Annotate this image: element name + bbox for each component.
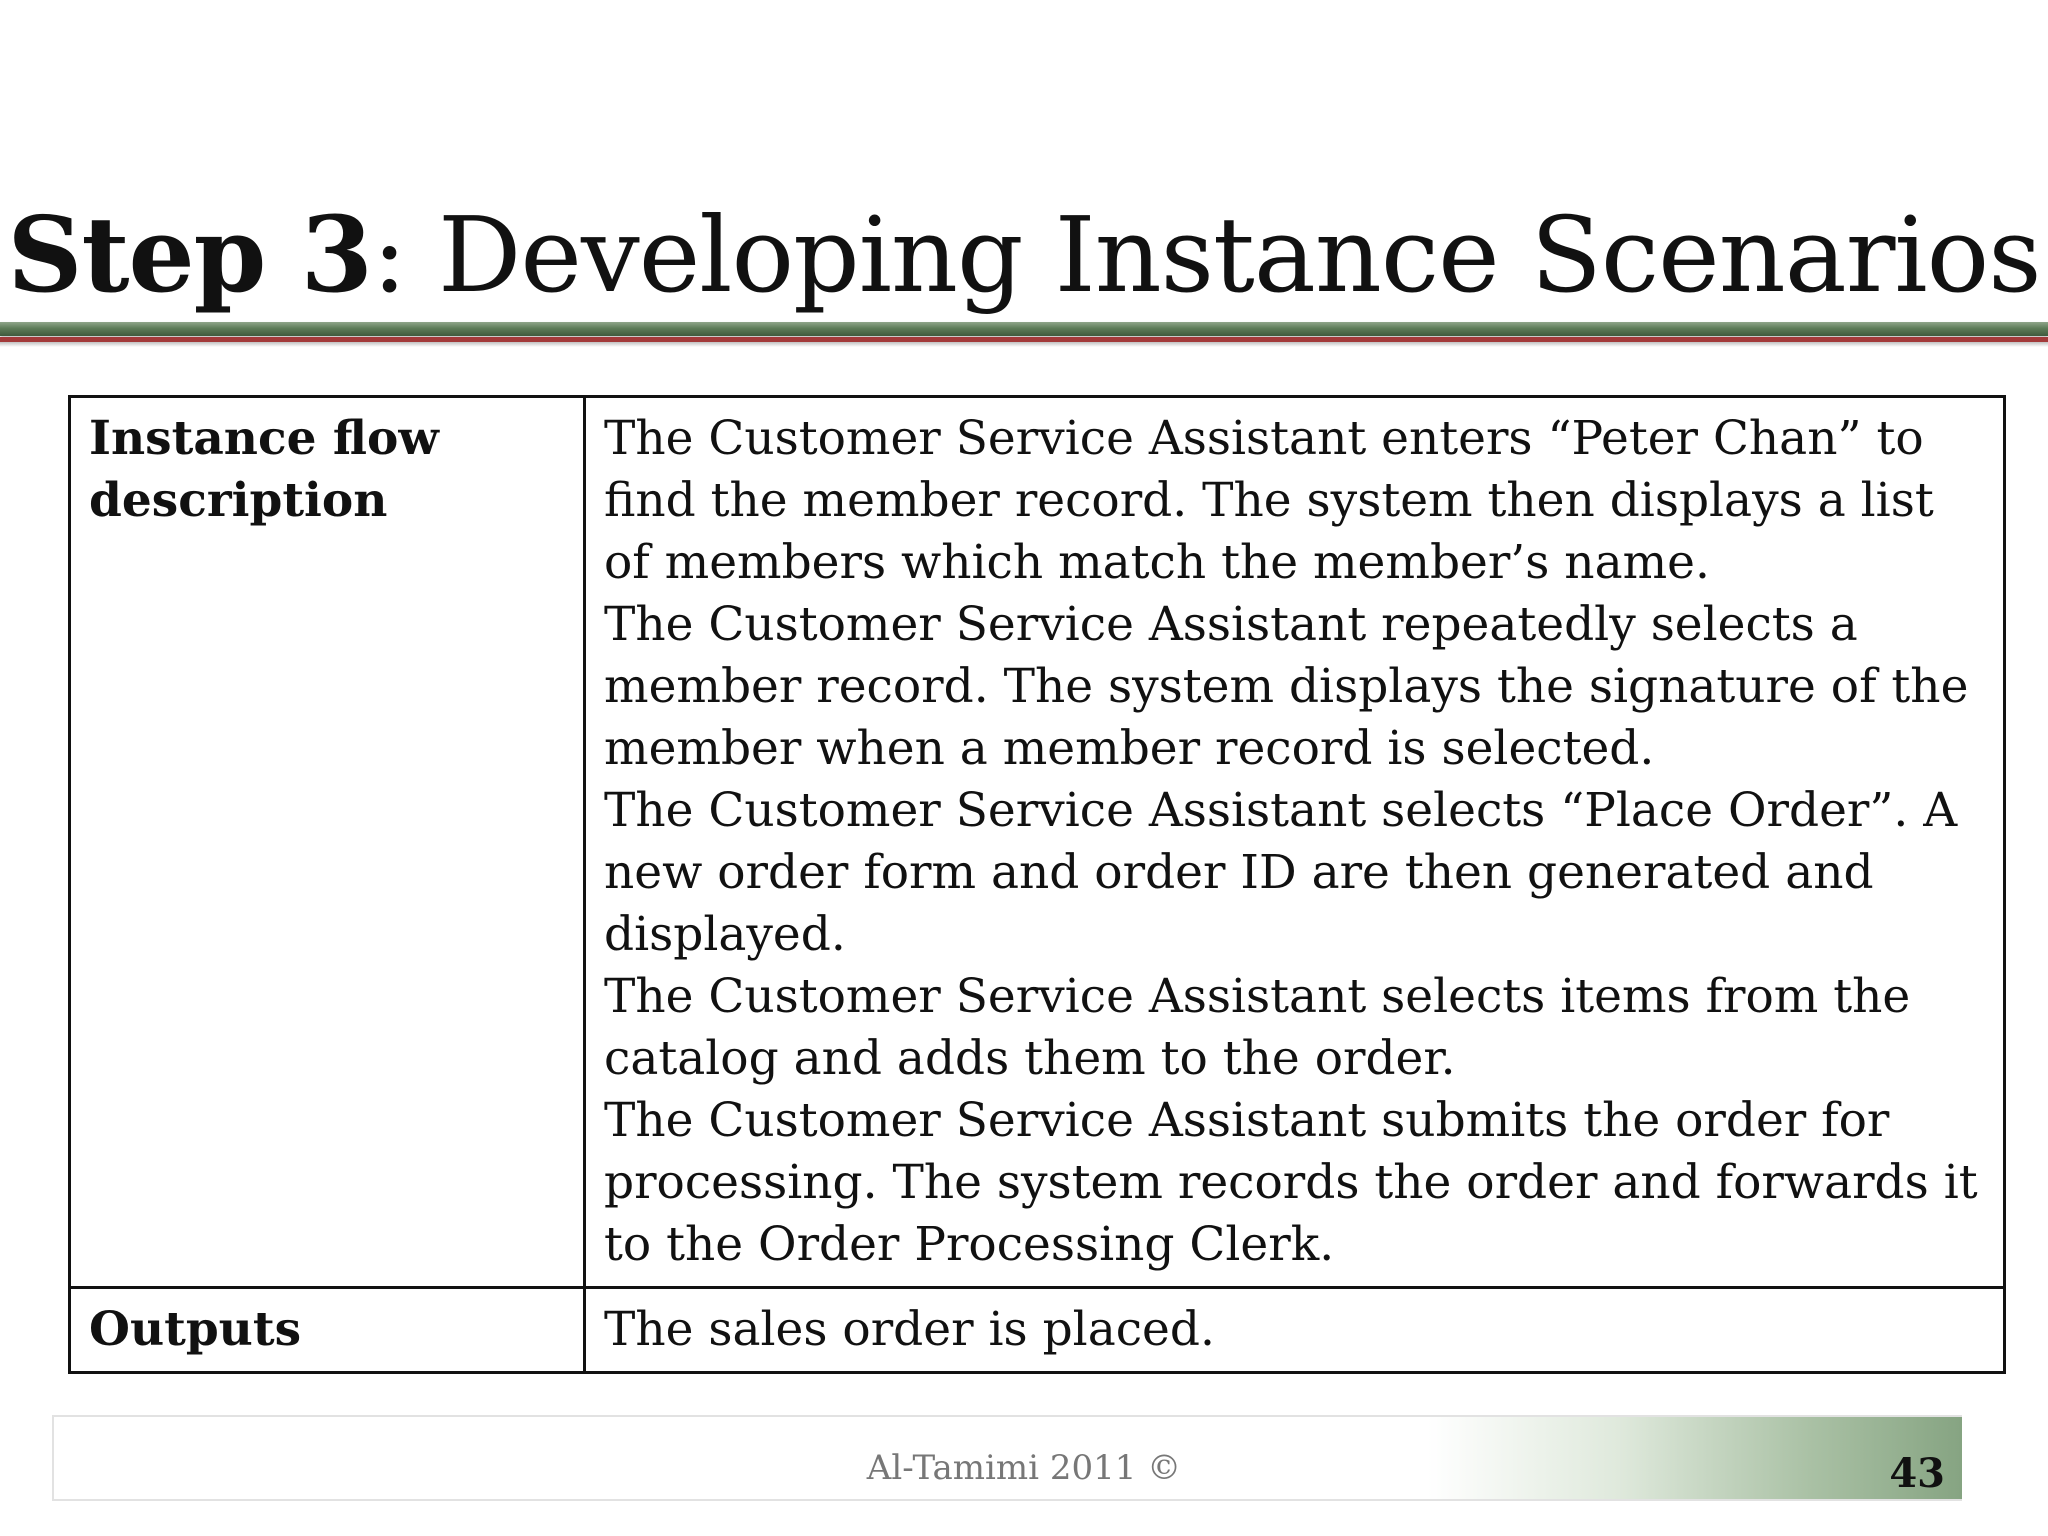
table-row-instance-flow (70, 397, 2005, 1288)
flow-step-paragraph: The Customer Service Assistant repeatedly selects a member record. The system displays the signature of the member when a member record is selected. (604, 597, 1969, 776)
instance-flow-description (585, 397, 2005, 1288)
flow-step-paragraph: The Customer Service Assistant enters “Peter Chan” to find the member record. The system then displays a list of members which match the member’s name. (604, 411, 1934, 590)
page-number: 43 (1889, 1450, 1945, 1497)
flow-step-paragraph: The Customer Service Assistant selects items from the catalog and adds them to the order. (604, 969, 1911, 1086)
title-divider-shadow (0, 342, 2048, 347)
instance-flow-label: Instance flow description (70, 397, 585, 1288)
slide-title-step: Step 3 (7, 192, 372, 316)
slide-title (0, 192, 2048, 316)
flow-step-paragraph: The Customer Service Assistant submits the order for processing. The system records the order and forwards it to the Order Processing Clerk. (604, 1093, 1978, 1272)
footer-credit: Al-Tamimi 2011 © (866, 1448, 1182, 1488)
instance-scenario-table (68, 395, 2006, 1374)
title-divider-green-band (0, 322, 2048, 336)
outputs-description (585, 1288, 2005, 1373)
title-divider (0, 322, 2048, 348)
outputs-paragraph: The sales order is placed. (604, 1302, 1215, 1357)
slide-title-text: : Developing Instance Scenarios (371, 193, 2041, 316)
outputs-label: Outputs (70, 1288, 585, 1373)
table-row-outputs (70, 1288, 2005, 1373)
flow-step-paragraph: The Customer Service Assistant selects “Place Order”. A new order form and order ID are then generated and displayed. (604, 783, 1958, 962)
